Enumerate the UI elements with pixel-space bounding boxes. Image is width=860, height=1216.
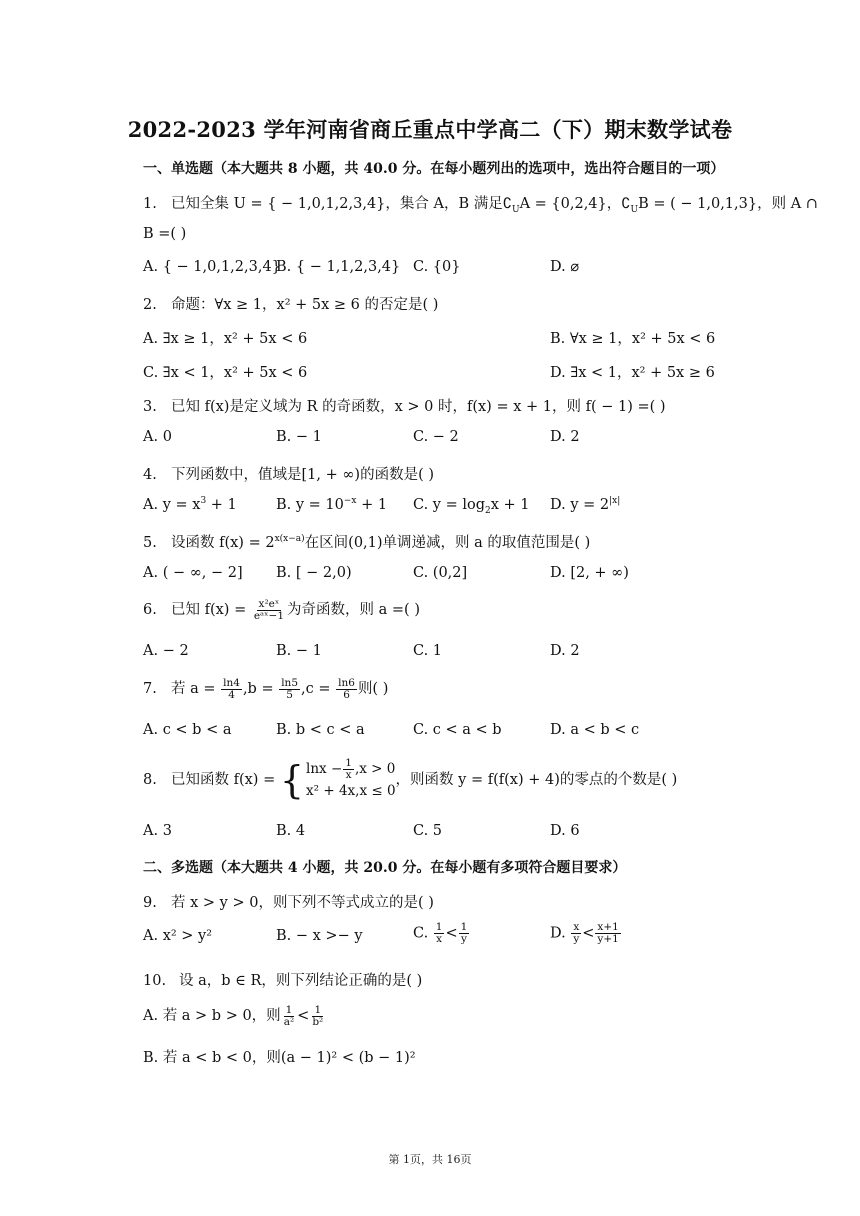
fraction: $\frac{\ln 5}{5}$ <box>281 676 299 701</box>
section-heading-single-choice: 一、单选题（本大题共 8 小题，共 40.0 分。在每小题列出的选项中，选出符合题目的一项） <box>143 161 725 177</box>
fraction: $\frac{\ln 6}{6}$ <box>338 676 355 701</box>
option-d: D. $\frac{x}{y}$ < $\frac{x+1}{y+1}$ <box>550 921 619 945</box>
exponent: x(x−a) <box>274 534 305 545</box>
question-stem: 命题：∀x ≥ 1，x² + 5x ≥ 6 的否定是( ) <box>171 297 439 313</box>
question-stem: 若 x > y > 0，则下列不等式成立的是( ) <box>171 895 434 911</box>
fraction: $\frac{\ln 4}{4}$ <box>223 676 240 701</box>
question-number: 3. <box>143 399 157 415</box>
question-stem: 已知 f(x) = <box>171 602 247 618</box>
question-stem: 若 a = <box>171 681 216 697</box>
option-a: A. ∃x ≥ 1，x² + 5x < 6 <box>143 331 308 347</box>
option-b: B. 若 a < b < 0，则(a − 1)² < (b − 1)² <box>143 1050 416 1066</box>
option-c: C. ∃x < 1，x² + 5x < 6 <box>143 365 308 381</box>
option-a: A. 0 <box>143 429 172 445</box>
question-stem: 已知 f(x)是定义域为 R 的奇函数，x > 0 时，f(x) = x + 1，则 f( − 1) =( ) <box>171 399 666 415</box>
question-2 <box>143 293 438 314</box>
question-9 <box>143 891 434 912</box>
option-d: D. 2 <box>550 643 580 659</box>
question-stem: 下列函数中，值域是[1, + ∞)的函数是( ) <box>171 467 435 483</box>
option-b: B. b < c < a <box>276 722 365 738</box>
question-7: 7. 若 a = $\frac{\ln 4}{4}$ ,b = $\frac{\ln 5}{5}$ ,c = $\frac{\ln 6}{6}$ 则( ) <box>143 676 389 701</box>
option-b: B. { − 1,1,2,3,4} <box>276 259 401 275</box>
question-stem: 已知全集 U = { − 1,0,1,2,3,4}，集合 A，B 满足∁ <box>171 196 512 212</box>
question-5 <box>143 531 590 552</box>
piecewise-function <box>280 758 396 802</box>
option-d: D. $y = 2^{|x|}$ <box>550 496 621 513</box>
question-number: 6. <box>143 602 157 618</box>
options-row <box>143 921 763 950</box>
option-b: B. − 1 <box>276 643 322 659</box>
question-stem: 则( ) <box>357 681 389 697</box>
question-stem: 设函数 f(x) = 2 <box>171 535 275 551</box>
page-footer: 第 1页，共 16页 <box>388 1153 472 1166</box>
question-stem: 为奇函数，则 a =( ) <box>287 602 420 618</box>
option-a: A. { − 1,0,1,2,3,4} <box>143 259 281 275</box>
options-row <box>143 429 763 451</box>
options-row <box>143 497 763 519</box>
left-brace: { <box>279 758 305 802</box>
question-number: 2. <box>143 297 157 313</box>
question-number: 4. <box>143 467 157 483</box>
option-c: C. $y = \log_2x + 1$ <box>413 497 530 516</box>
option-b: B. 4 <box>276 823 306 839</box>
option-a: A. ( − ∞, − 2] <box>143 565 243 581</box>
option-c: C. {0} <box>413 259 461 275</box>
option-b: B. − x >− y <box>276 928 363 944</box>
options-row <box>143 643 763 665</box>
fraction: $\frac{\text{x²eˣ}}{\text{eᵃˣ−1}}$ <box>253 597 285 622</box>
option-d: D. 2 <box>550 429 580 445</box>
option-a: A. 若 a > b > 0，则 $\frac{1}{\text{a²}}$ < $\frac{1}{\text{b²}}$ <box>143 1003 324 1028</box>
option-c: C. c < a < b <box>413 722 502 738</box>
question-number: 7. <box>143 681 157 697</box>
options-row <box>143 327 763 349</box>
question-stem-continued: B =( ) <box>143 226 187 242</box>
question-8 <box>143 758 677 802</box>
option-d: D. ∃x < 1，x² + 5x ≥ 6 <box>550 365 715 381</box>
question-number: 10. <box>143 973 167 989</box>
option-a: A. c < b < a <box>143 722 232 738</box>
option-d: D. a < b < c <box>550 722 640 738</box>
complement-subscript: U <box>511 204 520 215</box>
page-title: 2022-2023 学年河南省商丘重点中学高二（下）期末数学试卷 <box>127 117 733 142</box>
complement-subscript: U <box>630 204 639 215</box>
question-stem: A = {0,2,4}，∁ <box>519 196 631 212</box>
question-stem: 设 a，b ∈ R，则下列结论正确的是( ) <box>179 973 423 989</box>
option-c: C. (0,2] <box>413 565 468 581</box>
option-b: B. − 1 <box>276 429 322 445</box>
question-stem: B = ( − 1,0,1,3}，则 A ∩ <box>638 196 818 212</box>
question-stem: 已知函数 f(x) = <box>171 772 276 788</box>
options-row <box>143 259 763 281</box>
question-number: 8. <box>143 772 157 788</box>
options-row <box>143 565 763 587</box>
option-c: C. − 2 <box>413 429 459 445</box>
case-1: lnx − $\frac{1}{x}$ ,x > 0 <box>306 757 396 781</box>
options-row <box>143 722 763 744</box>
option-d: D. [2, + ∞) <box>550 565 629 581</box>
option-b: B. ∀x ≥ 1，x² + 5x < 6 <box>550 331 716 347</box>
question-stem: ，则函数 y = f(f(x) + 4)的零点的个数是( ) <box>395 772 678 788</box>
question-1 <box>143 192 818 213</box>
option-d: D. ⌀ <box>550 259 580 275</box>
question-6 <box>143 598 420 622</box>
options-row <box>143 823 763 845</box>
options-row <box>143 361 763 383</box>
question-number: 5. <box>143 535 157 551</box>
option-a: A. x² > y² <box>143 928 213 944</box>
option-b: B. $y = 10^{-x} + 1$ <box>276 496 388 513</box>
question-number: 9. <box>143 895 157 911</box>
question-4 <box>143 463 434 484</box>
question-stem: 在区间(0,1)单调递减，则 a 的取值范围是( ) <box>304 535 591 551</box>
question-number: 1. <box>143 196 157 212</box>
option-b: B. [ − 2,0) <box>276 565 352 581</box>
option-c: C. 1 <box>413 643 443 659</box>
section-heading-multi-choice: 二、多选题（本大题共 4 小题，共 20.0 分。在每小题有多项符合题目要求） <box>143 860 627 876</box>
option-a: A. $y = x^3 + 1$ <box>143 496 237 513</box>
option-c: C. 5 <box>413 823 443 839</box>
option-d: D. 6 <box>550 823 580 839</box>
question-10 <box>143 969 422 990</box>
option-a: A. − 2 <box>143 643 189 659</box>
question-3 <box>143 395 666 416</box>
case-2: x² + 4x,x ≤ 0 <box>306 783 396 799</box>
option-c: C. $\frac{1}{x}$ < $\frac{1}{y}$ <box>413 921 468 945</box>
option-a: A. 3 <box>143 823 172 839</box>
